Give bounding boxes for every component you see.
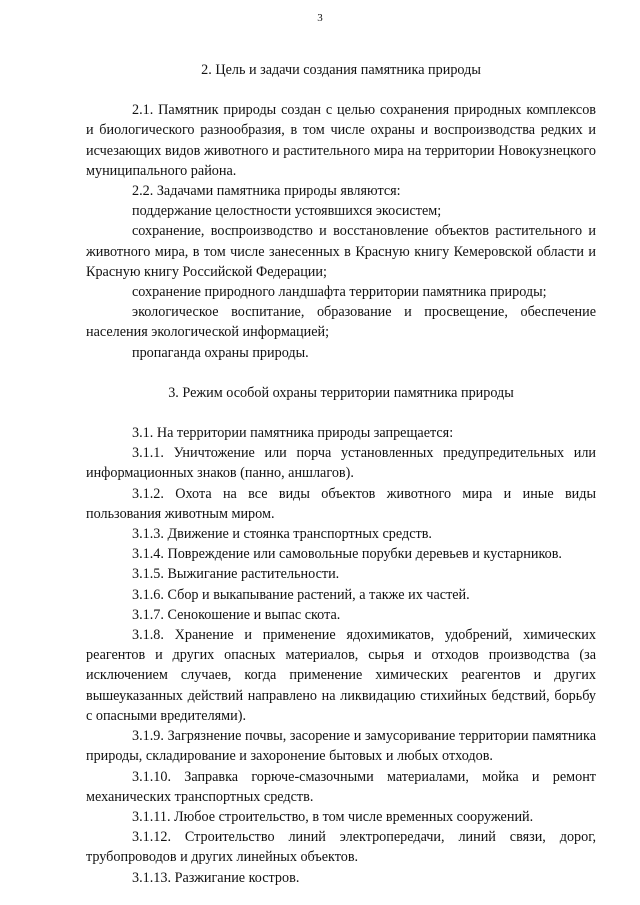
prohibition-item: 3.1.11. Любое строительство, в том числе временных сооружений. <box>132 808 534 825</box>
prohibition-item: 3.1.2. Охота на все виды объектов животного мира и иные виды пользования животным миром. <box>86 485 596 522</box>
section-3-heading: 3. Режим особой охраны территории памятника природы <box>168 384 514 401</box>
paragraph-3-1: 3.1. На территории памятника природы запрещается: <box>132 425 454 442</box>
prohibition-item: 3.1.1. Уничтожение или порча установленных предупредительных или информационных знаков (панно, аншлагов). <box>86 445 596 482</box>
task-item: поддержание целостности устоявшихся экосистем; <box>132 203 442 220</box>
task-item: сохранение, воспроизводство и восстановление объектов растительного и животного мира, в том числе занесенных в Красную книгу Кемеровской области и Красную книгу Российской Федерации; <box>86 223 596 280</box>
paragraph-2-1: 2.1. Памятник природы создан с целью сохранения природных комплексов и биологического разнообразия, в том числе охраны и воспроизводства редких и исчезающих видов животного и растительного мира на территории Новокузнецкого муниципального района. <box>86 102 596 179</box>
prohibition-item: 3.1.10. Заправка горюче-смазочными материалами, мойка и ремонт механических транспортных средств. <box>86 768 596 805</box>
section-2-heading: 2. Цель и задачи создания памятника природы <box>201 62 481 78</box>
prohibition-item: 3.1.4. Повреждение или самовольные порубки деревьев и кустарников. <box>132 546 562 563</box>
task-item: пропаганда охраны природы. <box>132 344 309 361</box>
prohibition-item: 3.1.12. Строительство линий электропередачи, линий связи, дорог, трубопроводов и других линейных объектов. <box>86 829 596 866</box>
prohibition-item: 3.1.13. Разжигание костров. <box>132 869 300 886</box>
prohibition-item: 3.1.6. Сбор и выкапывание растений, а также их частей. <box>132 586 470 603</box>
prohibition-item: 3.1.8. Хранение и применение ядохимикатов, удобрений, химических реагентов и других опасных материалов, сырья и отходов производства (за исключением случаев, когда применение химических реагентов и других вышеуказанных действий направлено на ликвидацию стихийных бедствий, борьбу с опасными вредителями). <box>86 627 596 724</box>
prohibition-item: 3.1.5. Выжигание растительности. <box>132 566 340 583</box>
document-body <box>86 60 596 888</box>
task-item: сохранение природного ландшафта территории памятника природы; <box>132 284 547 301</box>
task-item: экологическое воспитание, образование и просвещение, обеспечение населения экологической информацией; <box>86 304 596 341</box>
prohibition-item: 3.1.9. Загрязнение почвы, засорение и замусоривание территории памятника природы, складирование и захоронение бытовых и любых отходов. <box>86 728 596 765</box>
prohibition-item: 3.1.7. Сенокошение и выпас скота. <box>132 606 341 623</box>
page-number: 3 <box>317 12 323 24</box>
prohibition-item: 3.1.3. Движение и стоянка транспортных средств. <box>132 526 432 543</box>
paragraph-2-2: 2.2. Задачами памятника природы являются: <box>132 183 401 200</box>
